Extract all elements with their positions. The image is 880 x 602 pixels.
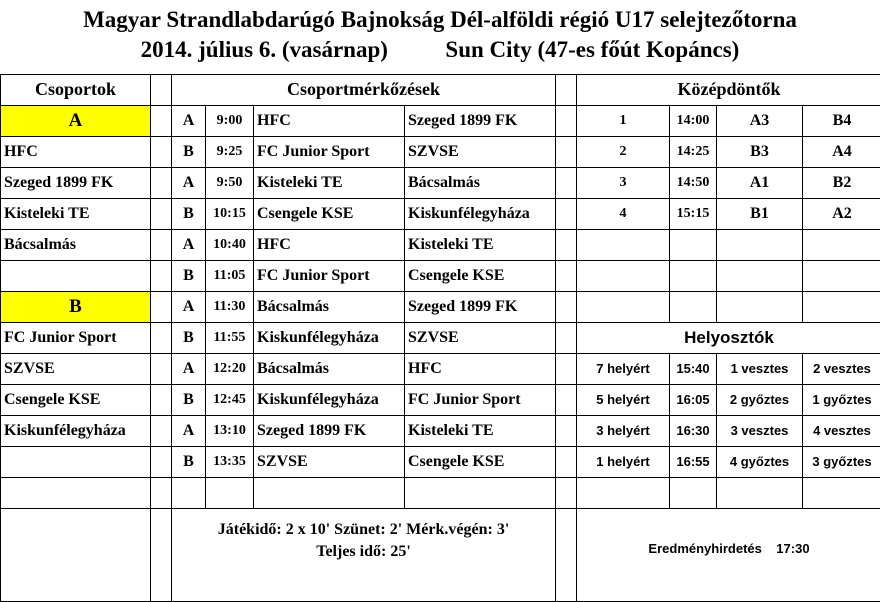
empty-cell xyxy=(669,260,717,292)
group-b-label: B xyxy=(0,291,151,323)
spacer-cell xyxy=(150,260,172,292)
placement-label: 1 helyért xyxy=(576,446,670,478)
match-group: A xyxy=(171,167,206,199)
spacer-cell xyxy=(555,198,577,230)
match-group: B xyxy=(171,136,206,168)
spacer-cell xyxy=(555,74,577,106)
empty-cell xyxy=(716,229,803,261)
spacer-cell xyxy=(555,229,577,261)
semifinal-number: 2 xyxy=(576,136,670,168)
match-timing-note xyxy=(171,508,556,602)
match-time: 11:55 xyxy=(205,322,254,354)
semifinals-header: Középdöntők xyxy=(576,74,880,106)
spacer-cell xyxy=(150,384,172,416)
empty-cell xyxy=(205,477,254,509)
spacer-cell xyxy=(555,415,577,447)
results-announcement: Eredményhirdetés 17:30 xyxy=(576,508,880,602)
match-time: 11:05 xyxy=(205,260,254,292)
empty-cell xyxy=(802,291,880,323)
spacer-cell xyxy=(150,291,172,323)
match-home-team: Csengele KSE xyxy=(253,198,405,230)
spacer-cell xyxy=(150,198,172,230)
empty-cell xyxy=(0,446,151,478)
match-time: 12:20 xyxy=(205,353,254,385)
match-away-team: Kisteleki TE xyxy=(404,415,556,447)
match-group: B xyxy=(171,446,206,478)
empty-cell xyxy=(669,477,717,509)
match-home-team: Kisteleki TE xyxy=(253,167,405,199)
match-away-team: Kisteleki TE xyxy=(404,229,556,261)
group-matches-header: Csoportmérkőzések xyxy=(171,74,556,106)
match-away-team: Szeged 1899 FK xyxy=(404,105,556,137)
match-time: 11:30 xyxy=(205,291,254,323)
match-home-team: SZVSE xyxy=(253,446,405,478)
group-team: HFC xyxy=(0,136,151,168)
spacer-cell xyxy=(555,167,577,199)
match-group: B xyxy=(171,384,206,416)
spacer-cell xyxy=(150,415,172,447)
empty-cell xyxy=(802,260,880,292)
timing-note-line-2: Teljes idő: 25' xyxy=(316,543,411,560)
spacer-cell xyxy=(150,446,172,478)
semifinal-time: 14:50 xyxy=(669,167,717,199)
match-away-team: Kiskunfélegyháza xyxy=(404,198,556,230)
placement-label: 7 helyért xyxy=(576,353,670,385)
placement-time: 15:40 xyxy=(669,353,717,385)
empty-cell xyxy=(0,260,151,292)
spacer-cell xyxy=(555,384,577,416)
group-a-label: A xyxy=(0,105,151,137)
group-team: Szeged 1899 FK xyxy=(0,167,151,199)
match-home-team: HFC xyxy=(253,105,405,137)
match-time: 13:10 xyxy=(205,415,254,447)
empty-cell xyxy=(0,508,151,602)
placement-time: 16:30 xyxy=(669,415,717,447)
match-away-team: SZVSE xyxy=(404,136,556,168)
spacer-cell xyxy=(555,353,577,385)
match-group: B xyxy=(171,198,206,230)
spacer-cell xyxy=(555,260,577,292)
spacer-cell xyxy=(150,105,172,137)
semifinal-team-1: A3 xyxy=(716,105,803,137)
spacer-cell xyxy=(150,167,172,199)
placement-team-1: 4 győztes xyxy=(716,446,803,478)
timing-note-line-1: Játékidő: 2 x 10' Szünet: 2' Mérk.végén: 3' xyxy=(217,521,510,538)
empty-cell xyxy=(716,260,803,292)
empty-cell xyxy=(802,229,880,261)
semifinal-team-1: B3 xyxy=(716,136,803,168)
spacer-cell xyxy=(150,136,172,168)
empty-cell xyxy=(716,291,803,323)
match-group: A xyxy=(171,229,206,261)
match-time: 12:45 xyxy=(205,384,254,416)
group-team: Kisteleki TE xyxy=(0,198,151,230)
placement-label: 3 helyért xyxy=(576,415,670,447)
semifinal-team-1: B1 xyxy=(716,198,803,230)
spacer-cell xyxy=(555,446,577,478)
match-home-team: Szeged 1899 FK xyxy=(253,415,405,447)
empty-cell xyxy=(576,291,670,323)
match-away-team: SZVSE xyxy=(404,322,556,354)
title-line-1: Magyar Strandlabdarúgó Bajnokság Dél-alföldi régió U17 selejtezőtorna xyxy=(83,7,797,32)
match-home-team: Bácsalmás xyxy=(253,291,405,323)
group-team: FC Junior Sport xyxy=(0,322,151,354)
placement-time: 16:55 xyxy=(669,446,717,478)
match-time: 10:15 xyxy=(205,198,254,230)
match-home-team: Bácsalmás xyxy=(253,353,405,385)
match-home-team: Kiskunfélegyháza xyxy=(253,322,405,354)
semifinal-team-2: A4 xyxy=(802,136,880,168)
match-group: B xyxy=(171,322,206,354)
match-time: 13:35 xyxy=(205,446,254,478)
spacer-cell xyxy=(150,508,172,602)
match-time: 9:50 xyxy=(205,167,254,199)
empty-cell xyxy=(669,291,717,323)
empty-cell xyxy=(404,477,556,509)
empty-cell xyxy=(802,477,880,509)
match-time: 10:40 xyxy=(205,229,254,261)
groups-header: Csoportok xyxy=(0,74,151,106)
spacer-cell xyxy=(555,105,577,137)
match-away-team: Szeged 1899 FK xyxy=(404,291,556,323)
placement-team-2: 1 győztes xyxy=(802,384,880,416)
empty-cell xyxy=(576,260,670,292)
match-time: 9:25 xyxy=(205,136,254,168)
match-group: A xyxy=(171,415,206,447)
spacer-cell xyxy=(555,508,577,602)
placement-time: 16:05 xyxy=(669,384,717,416)
group-team: Kiskunfélegyháza xyxy=(0,415,151,447)
semifinal-time: 14:25 xyxy=(669,136,717,168)
semifinal-number: 1 xyxy=(576,105,670,137)
semifinal-team-2: B4 xyxy=(802,105,880,137)
empty-cell xyxy=(253,477,405,509)
spacer-cell xyxy=(150,229,172,261)
match-group: A xyxy=(171,105,206,137)
placement-team-2: 4 vesztes xyxy=(802,415,880,447)
semifinal-time: 14:00 xyxy=(669,105,717,137)
empty-cell xyxy=(716,477,803,509)
placement-label: 5 helyért xyxy=(576,384,670,416)
placement-team-1: 3 vesztes xyxy=(716,415,803,447)
group-team: Csengele KSE xyxy=(0,384,151,416)
match-home-team: FC Junior Sport xyxy=(253,136,405,168)
group-team: SZVSE xyxy=(0,353,151,385)
spacer-cell xyxy=(555,136,577,168)
placement-team-2: 3 győztes xyxy=(802,446,880,478)
group-team: Bácsalmás xyxy=(0,229,151,261)
empty-cell xyxy=(576,477,670,509)
placement-team-2: 2 vesztes xyxy=(802,353,880,385)
match-group: B xyxy=(171,260,206,292)
semifinal-team-1: A1 xyxy=(716,167,803,199)
placement-team-1: 2 győztes xyxy=(716,384,803,416)
semifinal-number: 3 xyxy=(576,167,670,199)
spacer-cell xyxy=(555,291,577,323)
match-home-team: HFC xyxy=(253,229,405,261)
empty-cell xyxy=(576,229,670,261)
match-group: A xyxy=(171,353,206,385)
match-away-team: HFC xyxy=(404,353,556,385)
match-away-team: Csengele KSE xyxy=(404,446,556,478)
match-time: 9:00 xyxy=(205,105,254,137)
spacer-cell xyxy=(150,353,172,385)
match-away-team: FC Junior Sport xyxy=(404,384,556,416)
spacer-cell xyxy=(555,322,577,354)
match-home-team: FC Junior Sport xyxy=(253,260,405,292)
semifinal-team-2: B2 xyxy=(802,167,880,199)
match-away-team: Bácsalmás xyxy=(404,167,556,199)
placements-header: Helyosztók xyxy=(576,322,880,354)
empty-cell xyxy=(171,477,206,509)
title-line-2: 2014. július 6. (vasárnap) Sun City (47-es főút Kopáncs) xyxy=(140,37,740,62)
empty-cell xyxy=(669,229,717,261)
semifinal-time: 15:15 xyxy=(669,198,717,230)
semifinal-number: 4 xyxy=(576,198,670,230)
placement-team-1: 1 vesztes xyxy=(716,353,803,385)
empty-cell xyxy=(0,477,151,509)
match-group: A xyxy=(171,291,206,323)
spacer-cell xyxy=(150,322,172,354)
spacer-cell xyxy=(150,477,172,509)
match-home-team: Kiskunfélegyháza xyxy=(253,384,405,416)
match-away-team: Csengele KSE xyxy=(404,260,556,292)
spacer-cell xyxy=(555,477,577,509)
semifinal-team-2: A2 xyxy=(802,198,880,230)
spacer-cell xyxy=(150,74,172,106)
